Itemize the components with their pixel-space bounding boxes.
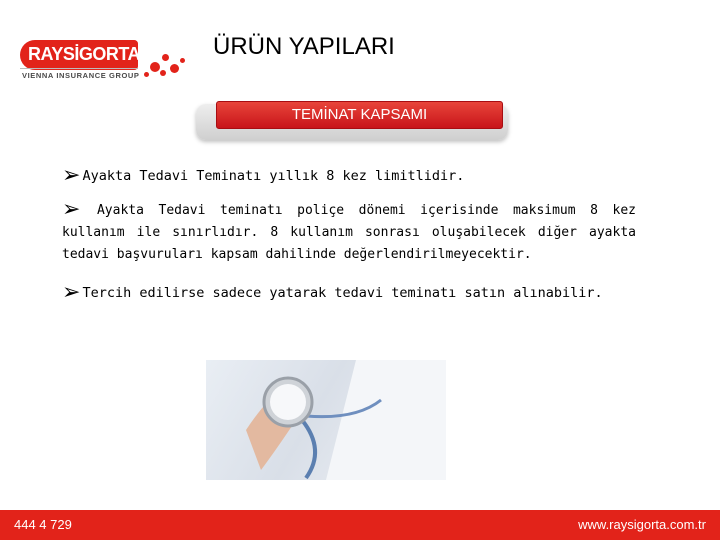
bullet-text: Ayakta Tedavi teminatı poliçe dönemi içerisinde maksimum 8 kez kullanım ile sınırlıdır. 8 kullanım sonrası oluşabilecek diğer ayakta tedavi başvuruları kapsam dahilinde değerlendirilmeyecektir.	[62, 203, 636, 262]
logo-brand-sigorta: SİGORTA	[62, 44, 141, 64]
bullet-text: Ayakta Tedavi Teminatı yıllık 8 kez limitlidir.	[82, 168, 465, 184]
footer-website-link[interactable]: www.raysigorta.com.tr	[578, 517, 706, 532]
stethoscope-icon	[206, 360, 446, 480]
company-logo	[20, 38, 200, 88]
list-item	[62, 165, 636, 187]
section-banner: TEMİNAT KAPSAMI	[216, 101, 503, 129]
logo-subtitle: VIENNA INSURANCE GROUP	[22, 71, 140, 80]
stethoscope-photo	[206, 360, 446, 480]
arrow-bullet-icon: ➢	[62, 197, 81, 222]
page-title: ÜRÜN YAPILARI	[213, 33, 395, 60]
logo-brand-ray: RAY	[28, 44, 63, 64]
bullet-text: Tercih edilirse sadece yatarak tedavi teminatı satın alınabilir.	[82, 285, 603, 301]
logo-wordmark	[28, 44, 140, 65]
arrow-bullet-icon: ➢	[62, 280, 81, 305]
footer-bar	[0, 510, 720, 540]
arrow-bullet-icon: ➢	[62, 163, 81, 188]
bullet-list	[62, 165, 636, 304]
logo-divider	[20, 68, 138, 69]
list-item	[62, 199, 636, 266]
list-item	[62, 282, 636, 304]
footer-phone: 444 4 729	[14, 517, 72, 532]
logo-dots-icon	[142, 52, 202, 82]
